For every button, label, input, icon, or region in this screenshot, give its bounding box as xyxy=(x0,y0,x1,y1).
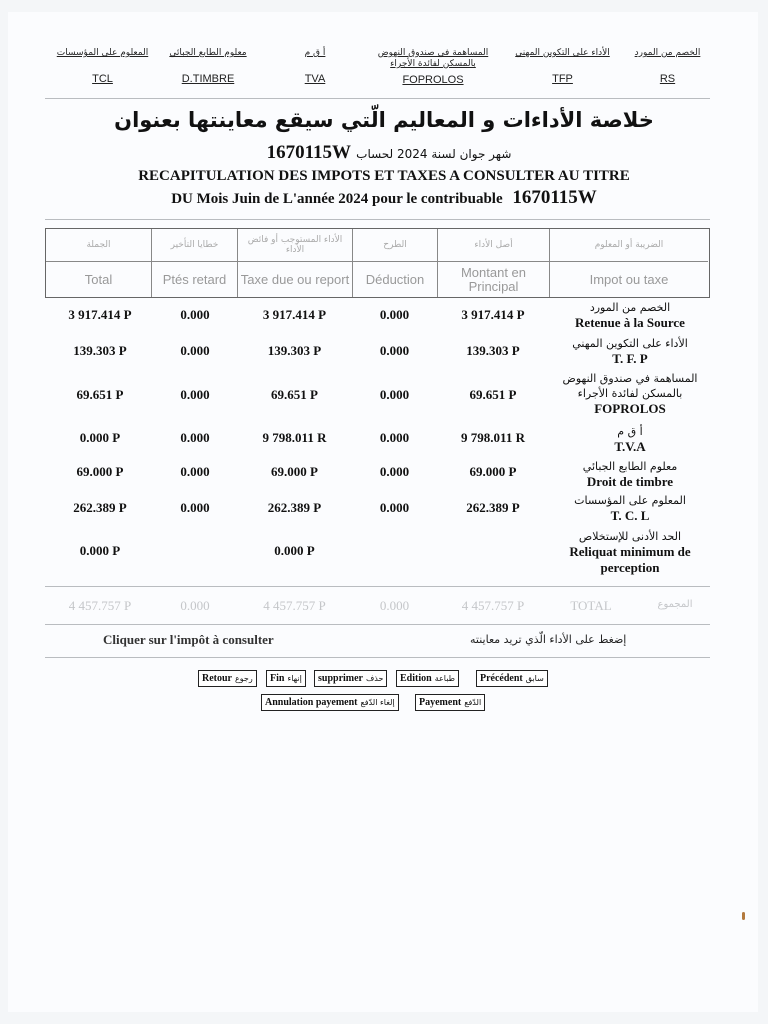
tax-name-ar: الأداء على التكوين المهني xyxy=(572,337,688,350)
cell-total: 0.000 P xyxy=(79,543,121,558)
subtitle-ar: شهر جوان لسنة 2024 لحساب xyxy=(356,147,512,161)
cell-due: 3 917.414 P xyxy=(262,307,327,322)
edition-label-ar: طباعة xyxy=(434,674,455,683)
fin-label: Fin xyxy=(270,673,285,684)
tab-foprolos[interactable] xyxy=(368,48,498,86)
tab-tfp-fr: TFP xyxy=(552,73,573,85)
col-tax-ar: الضريبة أو المعلوم xyxy=(550,229,708,262)
page-title-fr: RECAPITULATION DES IMPOTS ET TAXES A CONSULTER AU TITRE xyxy=(138,168,630,184)
cell-principal: 139.303 P xyxy=(466,343,520,358)
col-total-ar: الجملة xyxy=(46,229,151,262)
tab-tva-ar: أ ق م xyxy=(304,48,326,58)
tax-link-minimum[interactable] xyxy=(550,529,710,576)
table-header xyxy=(45,228,710,298)
tax-link-tva[interactable] xyxy=(545,424,715,455)
cell-due: 69.651 P xyxy=(271,387,318,402)
total-label-fr: TOTAL xyxy=(570,598,612,613)
tax-link-tfp[interactable] xyxy=(545,336,715,367)
cell-deduction: 0.000 xyxy=(379,343,410,358)
tax-link-tcl[interactable] xyxy=(545,493,715,524)
tax-name-fr: Retenue à la Source xyxy=(575,315,685,330)
fin-button[interactable] xyxy=(266,670,306,687)
col-tax xyxy=(550,229,708,297)
col-penalty-fr: Ptés retard xyxy=(162,272,227,287)
tax-link-foprolos[interactable] xyxy=(545,371,715,417)
retour-button[interactable] xyxy=(198,670,257,687)
account-number-fr: 1670115W xyxy=(512,187,597,208)
col-deduction-ar: الطرح xyxy=(353,229,437,262)
cell-penalty: 0.000 xyxy=(180,430,210,445)
tax-link-rs[interactable] xyxy=(545,300,715,331)
cell-due: 262.389 P xyxy=(267,500,322,515)
cell-penalty: 0.000 xyxy=(180,464,210,479)
tax-name-fr: T.V.A xyxy=(614,439,646,454)
cell-deduction: 0.000 xyxy=(379,500,410,515)
tab-rs-ar: الخصم من المورد xyxy=(634,48,701,58)
tab-tcl-ar: المعلوم على المؤسسات xyxy=(56,48,149,58)
col-principal xyxy=(438,229,550,297)
col-principal-fr: Montant en Principal xyxy=(460,265,527,294)
col-due-ar: الأداء المستوجب أو فائض الأداء xyxy=(238,229,352,262)
tab-foprolos-fr: FOPROLOS xyxy=(402,74,464,86)
total-principal: 4 457.757 P xyxy=(461,598,525,613)
total-penalty: 0.000 xyxy=(180,598,210,613)
precedent-label: Précédent xyxy=(480,673,523,684)
tab-tcl[interactable] xyxy=(50,48,155,85)
cell-deduction: 0.000 xyxy=(379,387,410,402)
account-number: 1670115W xyxy=(266,142,352,163)
annulation-payement-button[interactable] xyxy=(261,694,399,711)
cell-penalty: 0.000 xyxy=(180,343,210,358)
cell-total: 139.303 P xyxy=(73,343,127,358)
supprimer-label-ar: حذف xyxy=(366,674,384,683)
tax-tabs xyxy=(50,48,710,96)
cell-due: 139.303 P xyxy=(267,343,322,358)
cell-deduction: 0.000 xyxy=(379,430,410,445)
tax-name-fr: T. C. L xyxy=(610,508,650,523)
tab-foprolos-ar: المساهمة في صندوق النهوض بالمسكن لفائدة الأجراء xyxy=(377,48,489,69)
total-label-ar: المجموع xyxy=(657,599,693,610)
tax-name-fr: FOPROLOS xyxy=(594,401,666,416)
tab-rs[interactable] xyxy=(625,48,710,85)
page-title-ar: خلاصة الأداءات و المعاليم الّتي سيقع معاينتها بعنوان xyxy=(114,108,654,132)
col-deduction-fr: Déduction xyxy=(365,272,425,287)
tab-tcl-fr: TCL xyxy=(92,73,113,85)
divider xyxy=(45,624,710,625)
payement-button[interactable] xyxy=(415,694,485,711)
cell-total: 262.389 P xyxy=(73,500,127,515)
divider xyxy=(45,98,710,99)
col-penalty xyxy=(152,229,238,297)
tab-timbre-fr: D.TIMBRE xyxy=(181,73,235,85)
tax-name-ar: معلوم الطابع الجبائي xyxy=(582,460,678,473)
total-due: 4 457.757 P xyxy=(263,598,326,613)
fin-label-ar: إنهاء xyxy=(287,674,302,683)
subtitle-fr: DU Mois Juin de L'année 2024 pour le contribuable xyxy=(171,191,503,207)
cell-principal: 3 917.414 P xyxy=(461,307,525,322)
tab-tva-fr: TVA xyxy=(304,73,326,85)
hint-fr: Cliquer sur l'impôt à consulter xyxy=(103,632,274,647)
precedent-label-ar: سابق xyxy=(525,674,544,683)
annulation-label: Annulation payement xyxy=(265,697,358,708)
total-total: 4 457.757 P xyxy=(68,598,132,613)
cell-principal: 69.651 P xyxy=(469,387,517,402)
tab-tfp-ar: الأداء على التكوين المهني xyxy=(515,48,610,58)
supprimer-label: supprimer xyxy=(318,673,363,684)
tax-name-ar: المعلوم على المؤسسات xyxy=(574,494,686,507)
tab-tva[interactable] xyxy=(285,48,345,85)
payement-label: Payement xyxy=(419,697,462,708)
subtitle-ar-line xyxy=(0,142,768,164)
cell-penalty: 0.000 xyxy=(180,500,210,515)
tax-name-fr: Droit de timbre xyxy=(586,474,674,489)
tax-name-ar: الخصم من المورد xyxy=(589,301,671,314)
tax-name-fr: T. F. P xyxy=(612,351,648,366)
cell-penalty: 0.000 xyxy=(180,387,210,402)
cell-principal: 69.000 P xyxy=(469,464,517,479)
tax-link-timbre[interactable] xyxy=(545,459,715,490)
tab-rs-fr: RS xyxy=(659,73,676,85)
payement-label-ar: الدّفع xyxy=(464,698,482,707)
divider xyxy=(45,586,710,587)
tax-name-fr: Reliquat minimum de perception xyxy=(569,544,691,575)
tab-tfp[interactable] xyxy=(505,48,620,85)
cell-due: 9 798.011 R xyxy=(262,430,327,445)
cell-deduction: 0.000 xyxy=(379,307,410,322)
retour-label-ar: رجوع xyxy=(235,674,253,683)
tax-name-ar: المساهمة في صندوق النهوض بالمسكن لفائدة الأجراء xyxy=(562,372,698,400)
tab-timbre-ar: معلوم الطابع الجبائي xyxy=(169,48,247,58)
precedent-button[interactable] xyxy=(476,670,548,687)
cell-total: 3 917.414 P xyxy=(68,307,132,322)
edition-button[interactable] xyxy=(396,670,459,687)
total-deduction: 0.000 xyxy=(379,598,410,613)
tax-name-ar: الحد الأدنى للإستخلاص xyxy=(578,530,682,543)
col-total xyxy=(46,229,152,297)
retour-label: Retour xyxy=(202,673,232,684)
cell-principal: 9 798.011 R xyxy=(461,430,525,445)
scan-mark xyxy=(742,912,745,920)
tab-timbre[interactable] xyxy=(158,48,258,85)
hint-ar: إضغط على الأداء الّذي تريد معاينته xyxy=(470,633,627,646)
cell-due: 0.000 P xyxy=(274,543,315,558)
annulation-label-ar: إلغاء الدّفع xyxy=(360,698,395,707)
subtitle-fr-line xyxy=(0,187,768,209)
tax-name-ar: أ ق م xyxy=(617,425,643,438)
supprimer-button[interactable] xyxy=(314,670,387,687)
cell-penalty: 0.000 xyxy=(180,307,210,322)
divider xyxy=(45,219,710,220)
cell-principal: 262.389 P xyxy=(466,500,520,515)
edition-label: Edition xyxy=(400,673,432,684)
col-due-fr: Taxe due ou report xyxy=(240,272,350,287)
cell-deduction: 0.000 xyxy=(379,464,410,479)
col-due xyxy=(238,229,353,297)
col-principal-ar: أصل الأداء xyxy=(438,229,549,262)
cell-total: 0.000 P xyxy=(79,430,121,445)
col-total-fr: Total xyxy=(84,272,113,287)
col-tax-fr: Impot ou taxe xyxy=(589,272,669,287)
cell-total: 69.651 P xyxy=(76,387,124,402)
col-deduction xyxy=(353,229,438,297)
col-penalty-ar: خطايا التأخير xyxy=(152,229,237,262)
divider xyxy=(45,657,710,658)
cell-due: 69.000 P xyxy=(271,464,318,479)
cell-total: 69.000 P xyxy=(76,464,124,479)
